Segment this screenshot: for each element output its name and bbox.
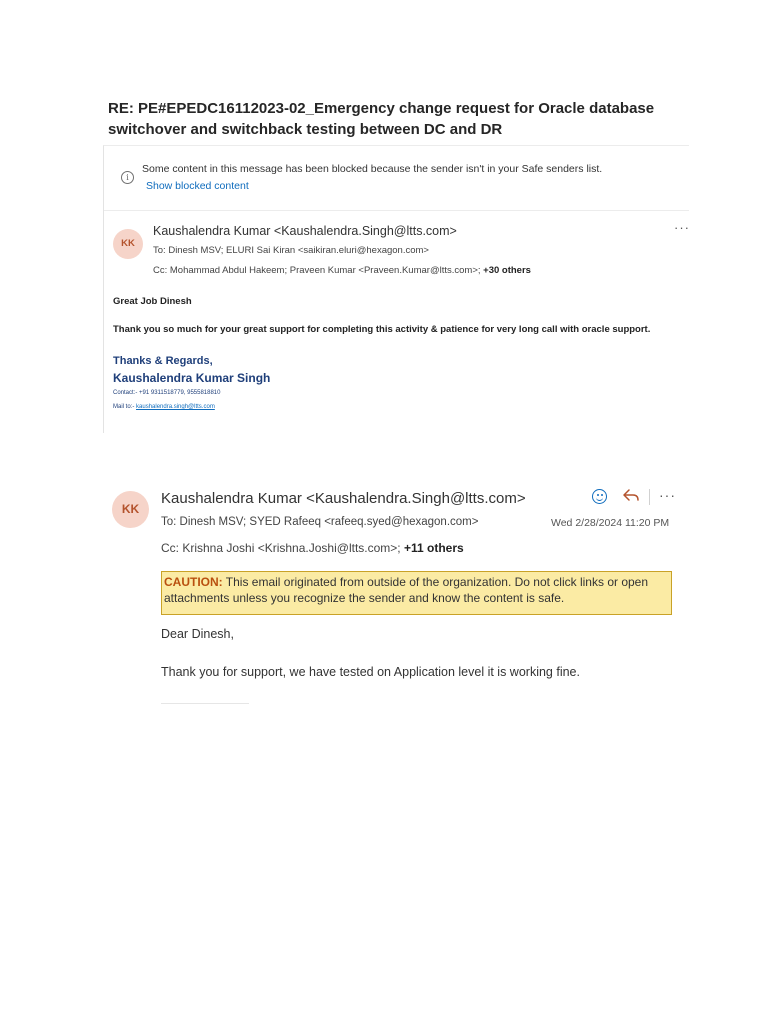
- to-recipient-list[interactable]: Dinesh MSV; ELURI Sai Kiran <saikiran.eluri@hexagon.com>: [168, 245, 429, 256]
- avatar: KK: [112, 491, 149, 528]
- blocked-content-text: Some content in this message has been blocked because the sender isn't in your Safe senders list.: [142, 163, 603, 175]
- to-label: To:: [153, 245, 166, 256]
- signature-contact: Contact:- +91 9311518779, 9555818810: [113, 390, 221, 396]
- cc-more-others[interactable]: +11 others: [403, 541, 464, 555]
- mail-label: Mail to:-: [113, 404, 135, 410]
- message-body: Thank you so much for your great support for completing this activity & patience for very long call with oracle support.: [113, 324, 651, 335]
- cc-recipient-list[interactable]: Krishna Joshi <Krishna.Joshi@ltts.com>;: [182, 541, 401, 555]
- cc-label: Cc:: [161, 541, 179, 555]
- message-body: Thank you for support, we have tested on Application level it is working fine.: [161, 665, 580, 679]
- cc-recipients: [161, 541, 464, 555]
- reply-icon[interactable]: [622, 487, 640, 503]
- cc-recipient-list[interactable]: Mohammad Abdul Hakeem; Praveen Kumar <Praveen.Kumar@ltts.com>;: [169, 265, 481, 276]
- avatar: KK: [113, 229, 143, 259]
- signature-mail: [113, 404, 215, 410]
- caution-banner: [161, 571, 672, 615]
- sender-name[interactable]: Kaushalendra Kumar <Kaushalendra.Singh@ltts.com>: [161, 490, 526, 507]
- more-actions-icon[interactable]: ···: [659, 487, 676, 503]
- emoji-react-icon[interactable]: [592, 489, 607, 504]
- message-greeting: Dear Dinesh,: [161, 627, 234, 641]
- to-recipients: [161, 516, 478, 528]
- cc-more-others[interactable]: +30 others: [483, 265, 531, 276]
- cc-recipients: [153, 265, 531, 276]
- caution-text: This email originated from outside of the organization. Do not click links or open attachments unless you recognize the sender and know the content is safe.: [164, 575, 649, 605]
- mail-link[interactable]: kaushalendra.singh@ltts.com: [136, 404, 215, 410]
- signature-separator: [161, 703, 249, 704]
- blocked-content-banner: [104, 146, 689, 211]
- show-blocked-content-link[interactable]: Show blocked content: [146, 180, 249, 192]
- signature-name: Kaushalendra Kumar Singh: [113, 371, 271, 385]
- toolbar-divider: [649, 489, 650, 505]
- to-label: To:: [161, 516, 177, 528]
- caution-label: CAUTION:: [164, 575, 223, 589]
- cc-label: Cc:: [153, 265, 168, 276]
- info-icon: i: [121, 171, 134, 184]
- first-message-pane: [103, 145, 689, 433]
- message-greeting: Great Job Dinesh: [113, 296, 192, 307]
- signature-regards: Thanks & Regards,: [113, 355, 213, 367]
- sender-name[interactable]: Kaushalendra Kumar <Kaushalendra.Singh@ltts.com>: [153, 224, 457, 238]
- more-actions-icon[interactable]: ···: [674, 220, 690, 235]
- message-date: Wed 2/28/2024 11:20 PM: [551, 517, 670, 529]
- to-recipient-list[interactable]: Dinesh MSV; SYED Rafeeq <rafeeq.syed@hexagon.com>: [179, 516, 479, 528]
- to-recipients: [153, 245, 429, 256]
- email-subject: RE: PE#EPEDC16112023-02_Emergency change request for Oracle database switchover and switchback testing between DC and DR: [108, 100, 655, 138]
